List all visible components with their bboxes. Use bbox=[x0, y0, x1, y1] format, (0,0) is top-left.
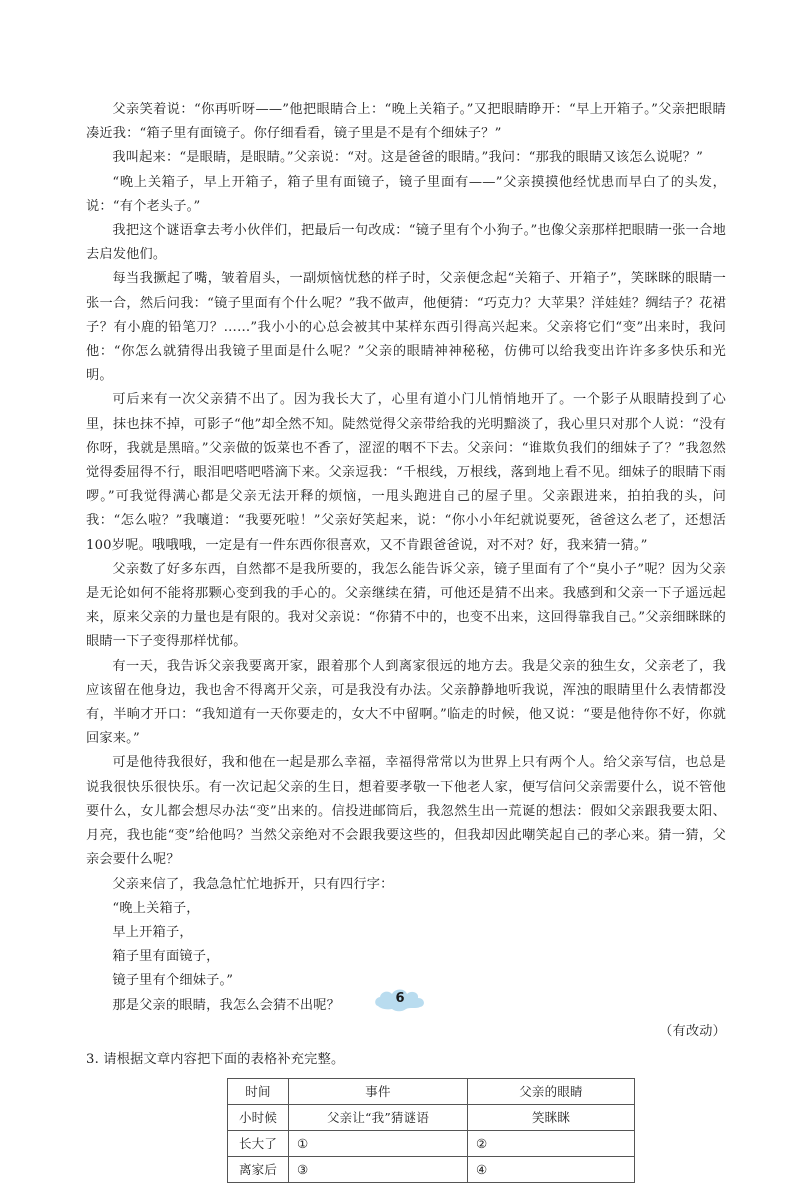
cell-eyes: 笑眯眯 bbox=[468, 1105, 635, 1131]
paragraph: 父亲数了好多东西，自然都不是我所要的，我怎么能告诉父亲，镜子里面有了个“臭小子”呢？因为父亲是无论如何不能将那颗心变到我的手心的。父亲继续在猜，可他还是猜不出来。我感到和父亲一下子遥远起来，原来父亲的力量也是有限的。我对父亲说：“你猜不中的，也变不出来，这回得靠我自己。”父亲细眯眯的眼睛一下子变得那样忧郁。 bbox=[86, 561, 726, 650]
table-row bbox=[228, 1157, 635, 1183]
poem-line: 镜子里有个细妹子。” bbox=[112, 973, 234, 989]
table-row bbox=[228, 1131, 635, 1157]
cell-time: 小时候 bbox=[228, 1105, 289, 1131]
paragraph: 有一天，我告诉父亲我要离开家，跟着那个人到离家很远的地方去。我是父亲的独生女，父亲老了，我应该留在他身边，我也舍不得离开父亲，可是我没有办法。父亲静静地听我说，浑浊的眼睛里什么表情都没有，半晌才开口：“我知道有一天你要走的，女大不中留啊。”临走的时候，他又说：“要是他待你不好，你就回家来。” bbox=[86, 658, 726, 747]
header-father-eyes: 父亲的眼睛 bbox=[468, 1079, 635, 1105]
closing-line: 那是父亲的眼睛，我怎么会猜不出呢？ bbox=[112, 997, 340, 1013]
paragraph: 每当我撅起了嘴，皱着眉头，一副烦恼忧愁的样子时，父亲便念起“关箱子、开箱子”，笑眯眯的眼睛一张一合，然后问我：“镜子里面有个什么呢？”我不做声，他便猜：“巧克力？大苹果？洋娃娃？绸结子？花裙子？有小鹿的铅笔刀？……”我小小的心总会被其中某样东西引得高兴起来。父亲将它们“变”出来时，我问他：“你怎么就猜得出我镜子里面是什么呢？”父亲的眼睛神神秘秘，仿佛可以给我变出许许多多快乐和光明。 bbox=[86, 271, 726, 384]
answer-table bbox=[227, 1078, 635, 1183]
answer-blank-2[interactable]: ② bbox=[468, 1131, 635, 1157]
answer-blank-4[interactable]: ④ bbox=[468, 1157, 635, 1183]
header-time: 时间 bbox=[228, 1079, 289, 1105]
header-event: 事件 bbox=[289, 1079, 468, 1105]
paragraph: 我把这个谜语拿去考小伙伴们，把最后一句改成：“镜子里有个小狗子。”也像父亲那样把眼睛一张一合地去启发他们。 bbox=[86, 223, 726, 263]
table-row bbox=[228, 1105, 635, 1131]
page-number-badge bbox=[372, 986, 428, 1014]
table-header-row bbox=[228, 1079, 635, 1105]
cell-time: 长大了 bbox=[228, 1131, 289, 1157]
cell-time: 离家后 bbox=[228, 1157, 289, 1183]
page-number: 6 bbox=[395, 991, 405, 1006]
poem-line: 箱子里有面镜子， bbox=[112, 949, 220, 965]
paragraph: 父亲来信了，我急急忙忙地拆开，只有四行字： bbox=[112, 876, 394, 892]
cell-event: 父亲让“我”猜谜语 bbox=[289, 1105, 468, 1131]
paragraph: 可是他待我很好，我和他在一起是那么幸福，幸福得常常以为世界上只有两个人。给父亲写信，也总是说我很快乐很快乐。有一次记起父亲的生日，想着要孝敬一下他老人家，便写信问父亲需要什么，说不管他要什么，女儿都会想尽办法“变”出来的。信投进邮筒后，我忽然生出一荒诞的想法：假如父亲跟我要太阳、月亮，我也能“变”给他吗？当然父亲绝对不会跟我要这些的，但我却因此嘲笑起自己的孝心来。猜一猜，父亲会要什么呢？ bbox=[86, 755, 726, 868]
article-body bbox=[86, 98, 726, 1183]
question-3: 3. 请根据文章内容把下面的表格补充完整。 bbox=[86, 1051, 345, 1067]
answer-blank-3[interactable]: ③ bbox=[289, 1157, 468, 1183]
source-note: （有改动） bbox=[659, 1023, 726, 1039]
paragraph: “晚上关箱子，早上开箱子，箱子里有面镜子，镜子里面有——”父亲摸摸他经忧患而早白了的头发，说：“有个老头子。” bbox=[86, 174, 726, 214]
answer-blank-1[interactable]: ① bbox=[289, 1131, 468, 1157]
paragraph: 可后来有一次父亲猜不出了。因为我长大了，心里有道小门儿悄悄地开了。一个影子从眼睛投到了心里，抹也抹不掉，可影子“他”却全然不知。陡然觉得父亲带给我的光明黯淡了，我心里只对那个人说：“没有你呀，我就是黑暗。”父亲做的饭菜也不香了，涩涩的咽不下去。父亲问：“谁欺负我们的细妹子了？”我忽然觉得委屈得不行，眼泪吧嗒吧嗒滴下来。父亲逗我：“千根线，万根线，落到地上看不见。细妹子的眼睛下雨啰。”可我觉得满心都是父亲无法开释的烦恼，一甩头跑进自己的屋子里。父亲跟进来，拍拍我的头，问我：“怎么啦？”我嚷道：“我要死啦！”父亲好笑起来，说：“你小小年纪就说要死，爸爸这么老了，还想活100岁呢。哦哦哦，一定是有一件东西你很喜欢，又不肯跟爸爸说，对不对？好，我来猜一猜。” bbox=[86, 392, 726, 553]
poem-line: 早上开箱子， bbox=[112, 924, 193, 940]
paragraph: 我叫起来：“是眼睛，是眼睛。”父亲说：“对。这是爸爸的眼睛。”我问：“那我的眼睛又该怎么说呢？” bbox=[112, 150, 704, 166]
paragraph: 父亲笑着说：“你再听呀——”他把眼睛合上：“晚上关箱子。”又把眼睛睁开：“早上开箱子。”父亲把眼睛凑近我：“箱子里有面镜子。你仔细看看，镜子里是不是有个细妹子？” bbox=[86, 102, 726, 142]
poem-line: “晚上关箱子， bbox=[112, 900, 200, 916]
